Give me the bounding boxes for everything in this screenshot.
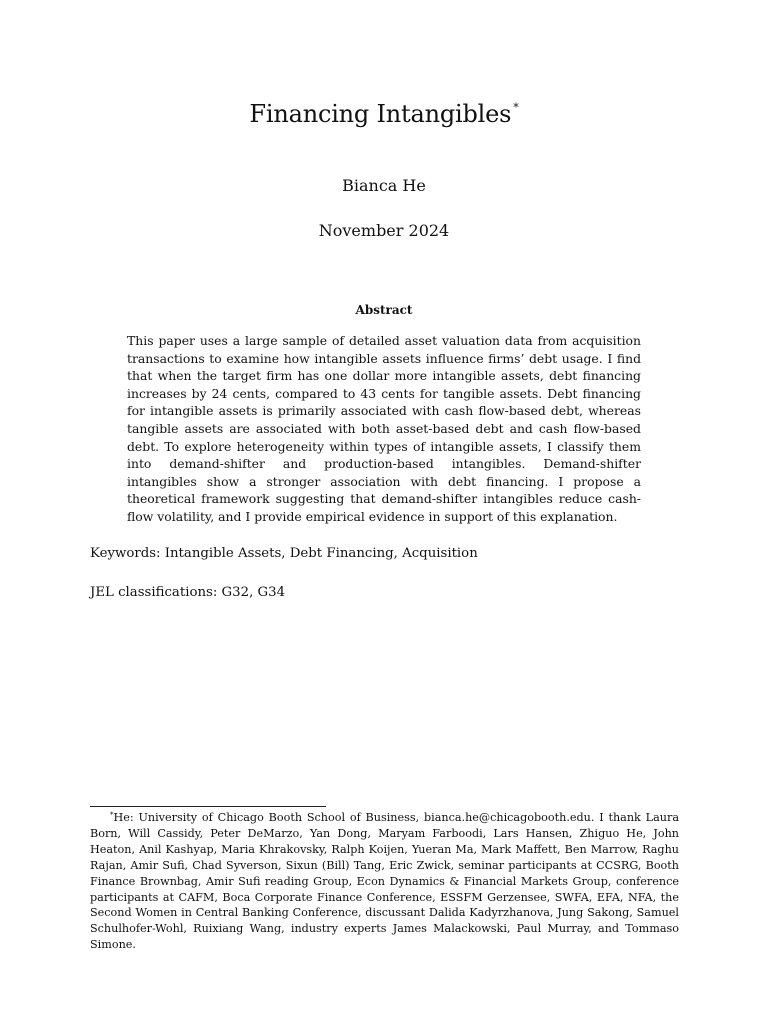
paper-title bbox=[0, 93, 768, 129]
title-footnote bbox=[90, 808, 679, 953]
keywords-line: Keywords: Intangible Assets, Debt Financing, Acquisition bbox=[90, 546, 478, 561]
publication-date: November 2024 bbox=[318, 221, 450, 240]
abstract-body: This paper uses a large sample of detailed asset valuation data from acquisition transactions to examine how intangible assets influence firms’ debt usage. I find that when the target firm has one dollar more intangible assets, debt financing increases by 24 cents, compared to 43 cents for tangible assets. Debt financing for intangible assets is primarily associated with cash flow-based debt, whereas tangible assets are associated with both asset-based debt and cash flow-based debt. To explore heterogeneity within types of intangible assets, I classify them into demand-shifter and production-based intangibles. Demand-shifter intangibles show a stronger association with debt financing. I propose a theoretical framework suggesting that demand-shifter intangibles reduce cash-flow volatility, and I provide empirical evidence in support of this explanation. bbox=[127, 333, 641, 524]
title-footnote-mark: * bbox=[513, 101, 519, 114]
footnote-text: He: University of Chicago Booth School of Business, bianca.he@chicagobooth.edu. I thank Laura Born, Will Cassidy, Peter DeMarzo, Yan Dong, Maryam Farboodi, Lars Hansen, Zhiguo He, John Heaton, Anil Kashyap, Maria Khrakovsky, Ralph Koijen, Yueran Ma, Mark Maffett, Ben Marrow, Raghu Rajan, Amir Sufi, Chad Syverson, Sixun (Bill) Tang, Eric Zwick, seminar participants at CCSRG, Booth Finance Brownbag, Amir Sufi reading Group, Econ Dynamics & Financial Markets Group, conference participants at CAFM, Boca Corporate Finance Conference, ESSFM Gerzensee, SWFA, EFA, NFA, the Second Women in Central Banking Conference, discussant Dalida Kadyrzhanova, Jung Sakong, Samuel Schulhofer-Wohl, Ruixiang Wang, industry experts James Malackowski, Paul Murray, and Tommaso Simone. bbox=[90, 811, 679, 952]
jel-classifications-line: JEL classifications: G32, G34 bbox=[90, 585, 286, 600]
abstract-heading: Abstract bbox=[355, 303, 413, 317]
footnote-mark: * bbox=[110, 811, 114, 819]
paper-title-text: Financing Intangibles bbox=[249, 100, 512, 128]
footnote-divider bbox=[90, 806, 326, 807]
author-name: Bianca He bbox=[342, 176, 426, 195]
